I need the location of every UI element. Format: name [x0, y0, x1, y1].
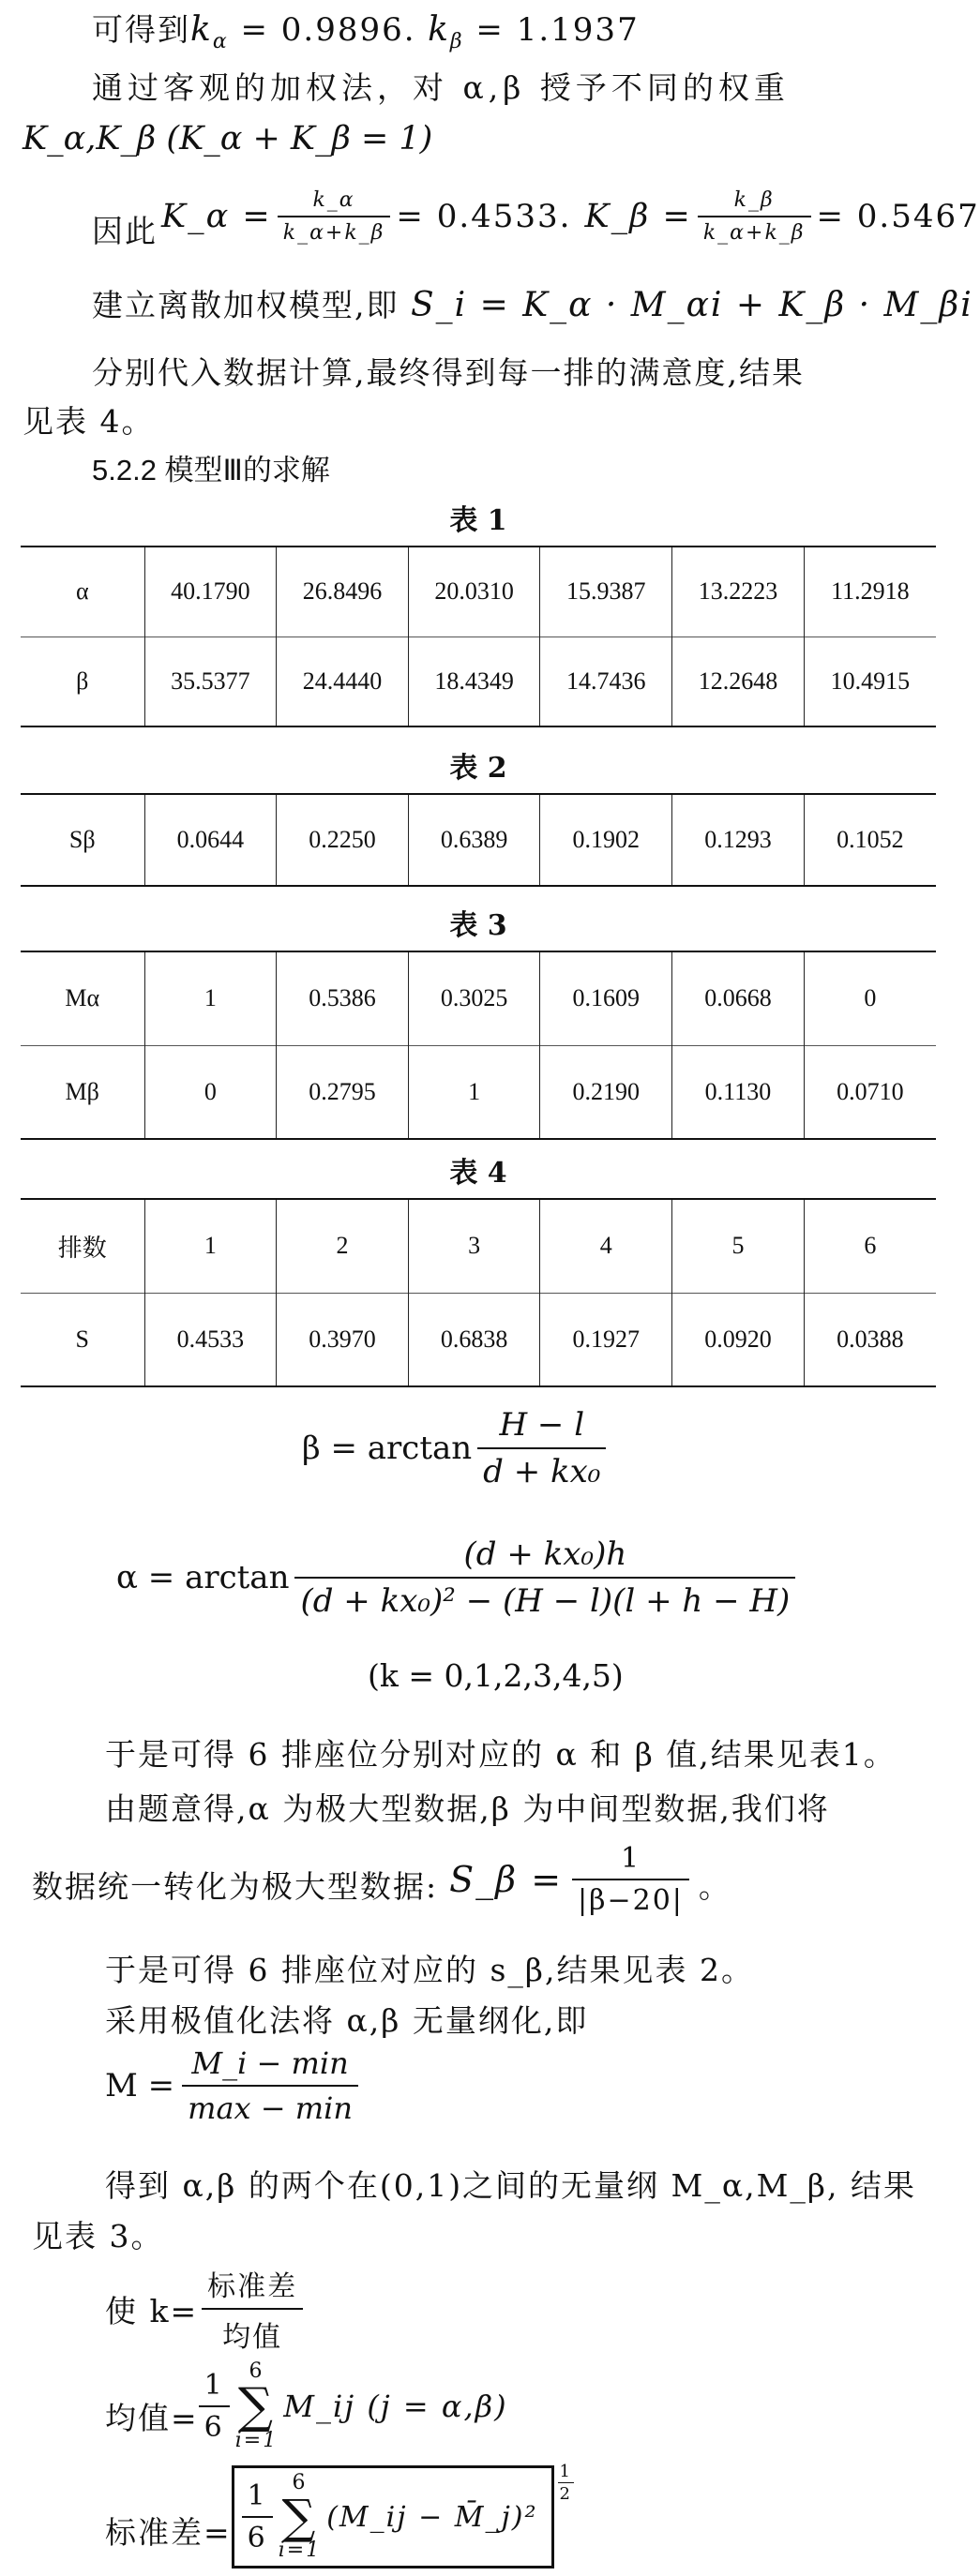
table-2 — [21, 793, 936, 887]
bracket-close — [542, 2465, 554, 2569]
k-ratio-definition: 使 k= $\frac{\text{标准差}}{\text{均值}}$ — [105, 2263, 303, 2355]
std-formula: 标准差= $\frac{1}{6}$ 6 ∑ i=1 (M_ij − M̄_j)² $\frac{1}{2}$ — [105, 2462, 574, 2572]
table4-caption: 表 4 — [449, 1157, 507, 1190]
table3-caption: 表 3 — [449, 909, 507, 942]
summation-icon: 6 ∑ i=1 — [234, 2359, 279, 2452]
weight-result-equation: 因此 K_α = $\frac{k\_\alpha}{k\_\alpha+k\_\beta}$ = 0.4533. K_β = $\frac{k\_\beta}{k\_\alpha+k\_\beta}$ = 0.5467 — [92, 188, 980, 249]
paragraph-see-table4: 见表 4。 — [23, 403, 155, 440]
table-row: β 35.5377 24.4440 18.4349 14.7436 12.2648 10.4915 — [21, 637, 936, 726]
table-row: Mα 1 0.5386 0.3025 0.1609 0.0668 0 — [21, 951, 936, 1045]
mean-formula: 均值= $\frac{1}{6}$ 6 ∑ i=1 M_ij (j = α,β) — [105, 2359, 508, 2452]
table-4 — [21, 1198, 936, 1387]
table-row: 排数 1 2 3 4 5 6 — [21, 1199, 936, 1293]
discrete-model-line: 建立离散加权模型,即 S_i = K_α · M_αi + K_β · M_βi — [92, 286, 973, 324]
fraction-k-beta: $\frac{k\_\beta}{k\_\alpha+k\_\beta}$ — [698, 188, 811, 245]
paragraph-dimensionless: 得到 α,β 的两个在(0,1)之间的无量纲 M_α,M_β, 结果 — [105, 2167, 916, 2204]
s-beta-definition: 数据统一转化为极大型数据: S_β = $\frac{1}{|\beta-20|}$ 。 — [32, 1842, 731, 1917]
line-k-values: 可得到$k_\alpha = 0.9896$. $k_\beta = 1.1937$ — [92, 10, 640, 54]
paragraph-see-table3: 见表 3。 — [32, 2218, 164, 2254]
beta-equation: β = arctan $\frac{H - l}{\text{d + kx₀}}$ — [302, 1406, 606, 1490]
table-row: Mβ 0 0.2795 1 0.2190 0.1130 0.0710 — [21, 1045, 936, 1139]
weight-constraint: K_α,K_β (K_α + K_β = 1) — [23, 120, 433, 157]
alpha-equation: α = arctan $\frac{\text{(d + kx₀)h}}{\text{(d + kx₀)² − (H − l)(l + h − H)}}$ — [116, 1535, 795, 1620]
paragraph-table2-ref: 于是可得 6 排座位对应的 s_β,结果见表 2。 — [105, 1952, 754, 1988]
fraction-k-alpha: $\frac{k\_\alpha}{k\_\alpha+k\_\beta}$ — [278, 188, 391, 245]
table-3 — [21, 951, 936, 1140]
table-1 — [21, 546, 936, 727]
summation-icon: 6 ∑ i=1 — [278, 2471, 322, 2562]
paragraph-weighting: 通过客观的加权法，对 α,β 授予不同的权重 — [92, 69, 790, 106]
bracket-open: $\frac{1}{6}$ 6 ∑ i=1 (M_ij − M̄_j)² — [232, 2465, 542, 2569]
normalization-equation: M = $\frac{M\_i - \min}{\max - \min}$ — [105, 2045, 358, 2126]
paragraph-satisfaction: 分别代入数据计算,最终得到每一排的满意度,结果 — [92, 354, 805, 391]
table-row: S 0.4533 0.3970 0.6838 0.1927 0.0920 0.0388 — [21, 1293, 936, 1386]
paragraph-normalize: 采用极值化法将 α,β 无量纲化,即 — [105, 2002, 589, 2039]
table-row: α 40.1790 26.8496 20.0310 15.9387 13.2223 11.2918 — [21, 547, 936, 637]
section-heading: 5.2.2 模型Ⅲ的求解 — [92, 454, 330, 487]
table-row: Sβ 0.0644 0.2250 0.6389 0.1902 0.1293 0.1052 — [21, 794, 936, 886]
k-range: (k = 0,1,2,3,4,5) — [368, 1657, 624, 1694]
paragraph-table1-ref: 于是可得 6 排座位分别对应的 α 和 β 值,结果见表1。 — [105, 1736, 897, 1773]
table1-caption: 表 1 — [449, 504, 507, 537]
table2-caption: 表 2 — [449, 752, 507, 785]
paragraph-data-type: 由题意得,α 为极大型数据,β 为中间型数据,我们将 — [105, 1790, 830, 1827]
